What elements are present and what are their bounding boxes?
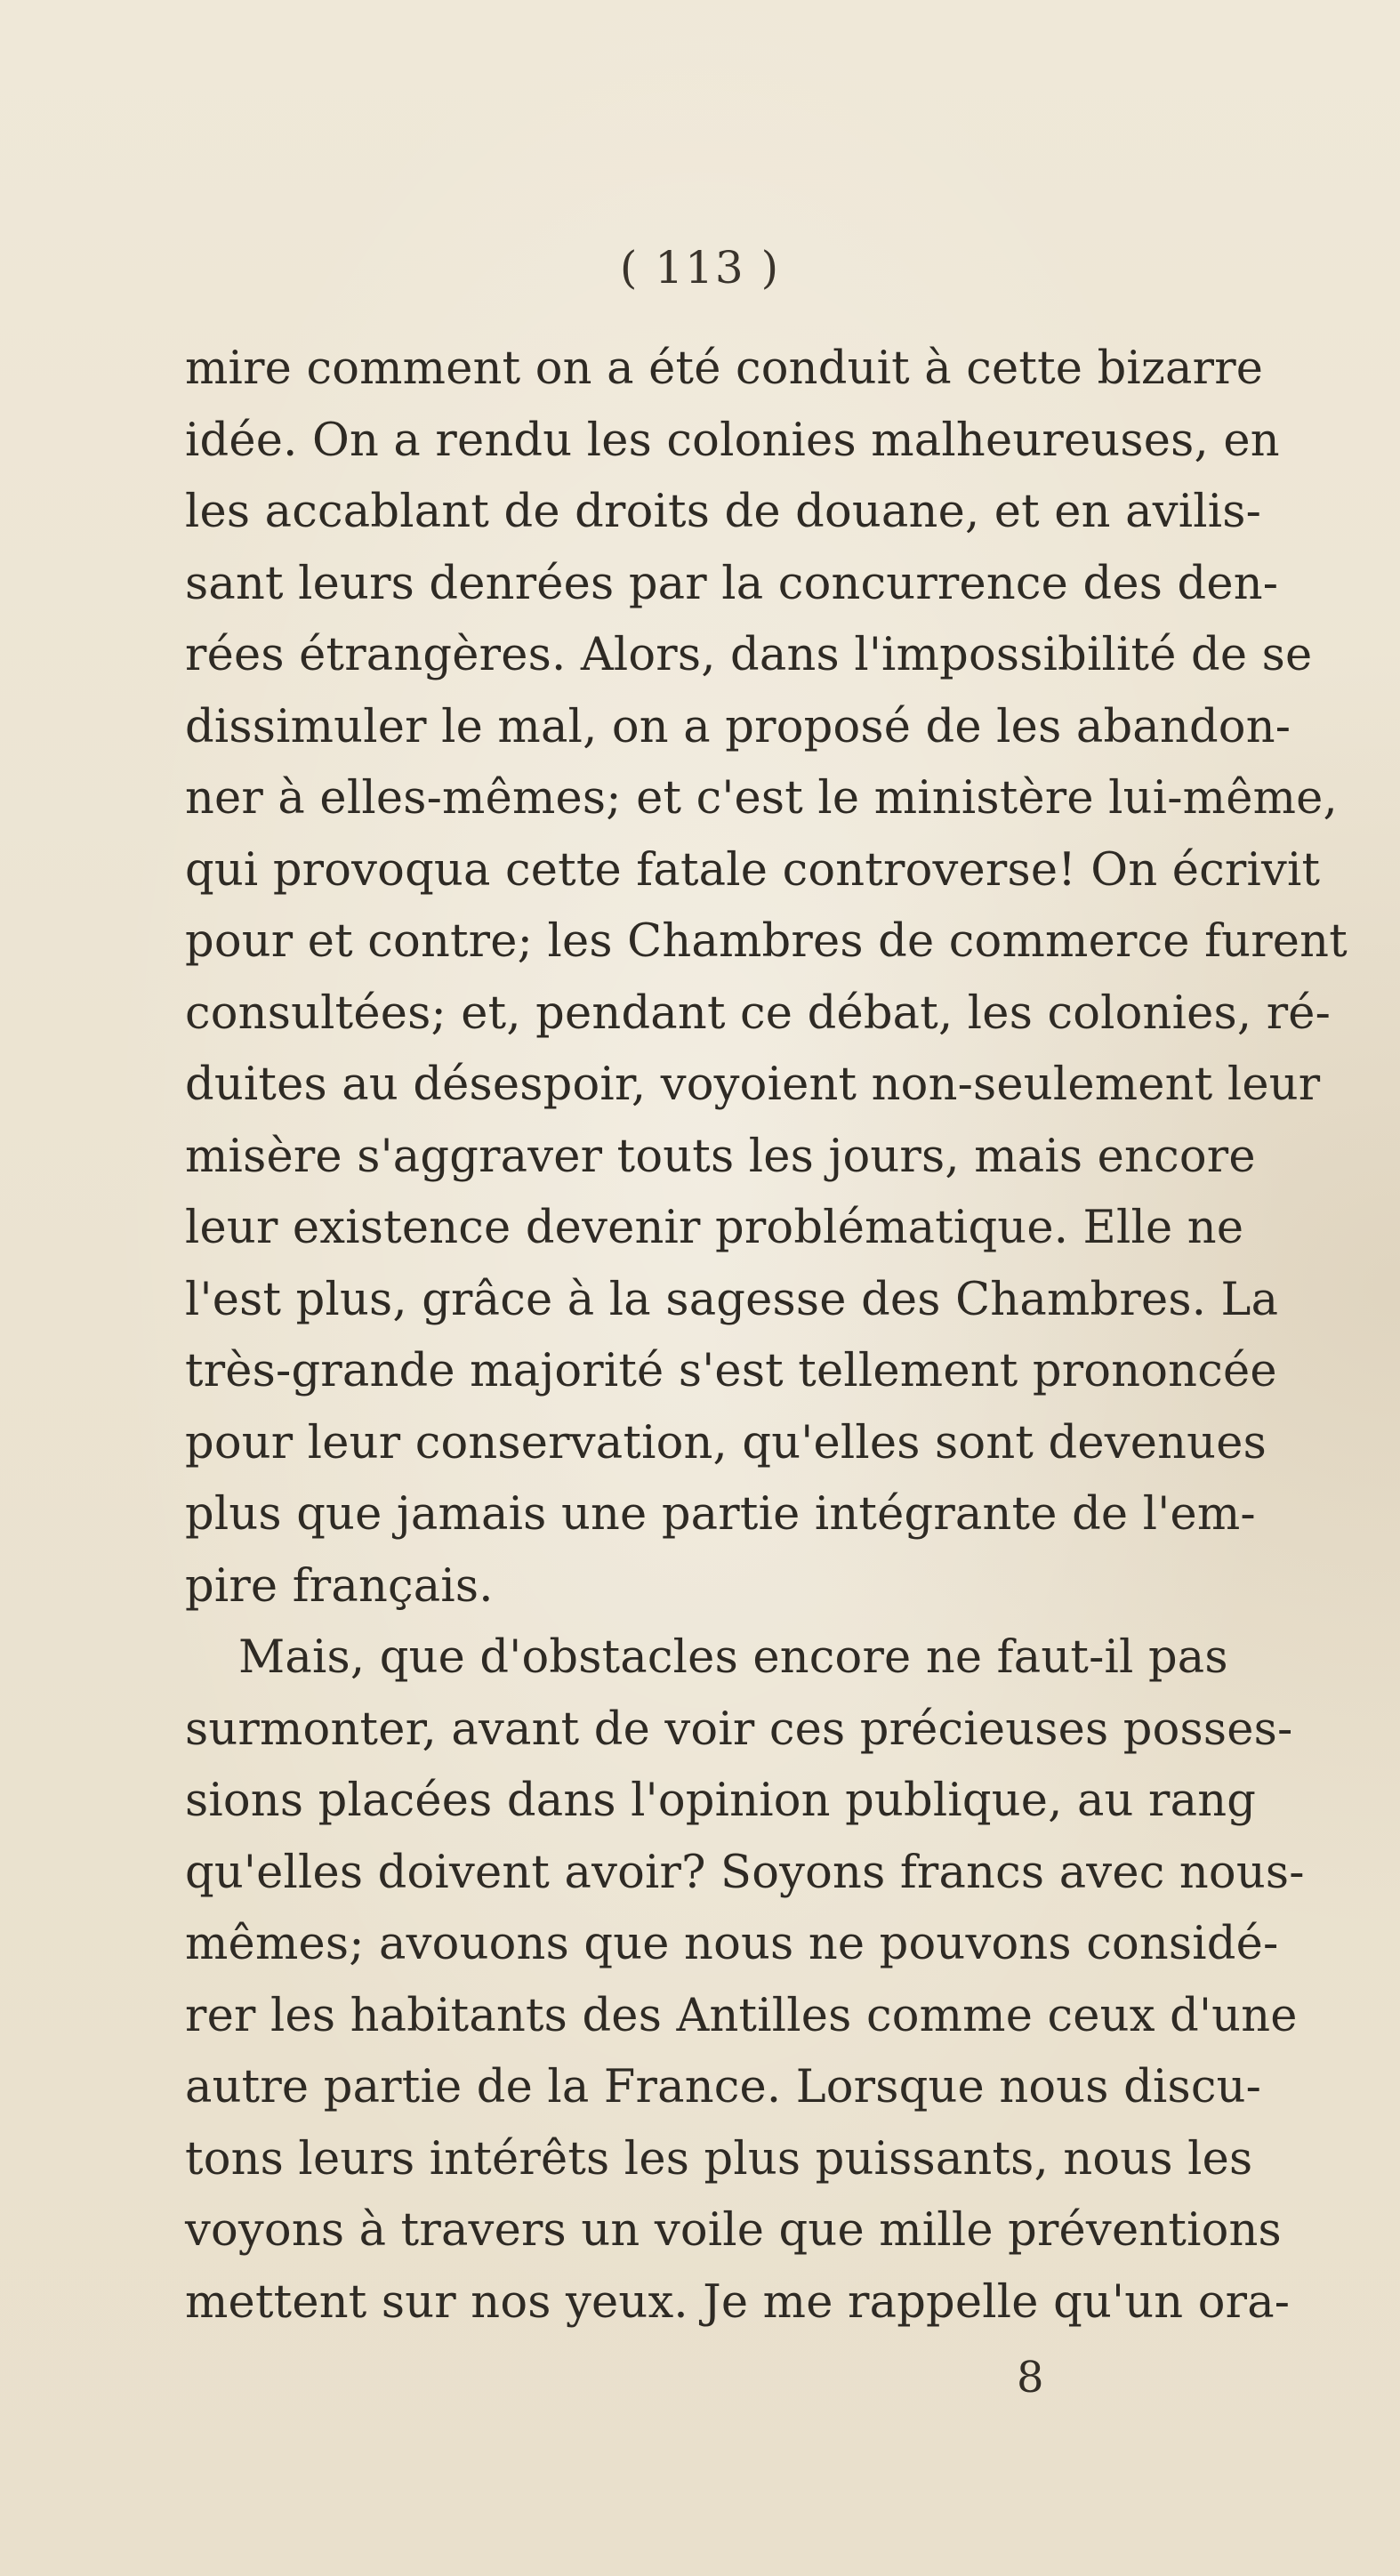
body-text [185,334,1348,2339]
text-line: autre partie de la France. Lorsque nous discu- [185,2061,1262,2113]
text-line: mire comment on a été conduit à cette bizarre [185,342,1264,395]
text-line: surmonter, avant de voir ces précieuses posses- [185,1703,1293,1756]
text-line: très-grande majorité s'est tellement prononcée [185,1345,1277,1397]
text-line: dissimuler le mal, on a proposé de les abandon- [185,700,1291,753]
text-line: les accablant de droits de douane, et en avilis- [185,486,1262,538]
text-line: voyons à travers un voile que mille préventions [185,2204,1282,2257]
text-line: rer les habitants des Antilles comme ceux d'une [185,1989,1298,2042]
text-line: sant leurs denrées par la concurrence des den- [185,557,1279,610]
text-line: pire français. [185,1559,494,1613]
text-line: duites au désespoir, voyoient non-seulement leur [185,1059,1321,1111]
text-line: tons leurs intérêts les plus puissants, nous les [185,2132,1253,2186]
text-line: misère s'aggraver touts les jours, mais encore [185,1130,1256,1183]
text-line: mettent sur nos yeux. Je me rappelle qu'un ora- [185,2275,1291,2329]
text-line: ner à elles-mêmes; et c'est le ministère lui-même, [185,772,1338,825]
text-line: l'est plus, grâce à la sagesse des Chambres. La [185,1273,1279,1326]
text-line: rées étrangères. Alors, dans l'impossibilité de se [185,629,1313,681]
text-line: leur existence devenir problématique. Elle ne [185,1202,1244,1254]
text-line: plus que jamais une partie intégrante de l'em- [185,1488,1256,1541]
text-line: consultées; et, pendant ce débat, les colonies, ré- [185,986,1332,1040]
signature-mark: 8 [1017,2353,1044,2403]
text-line: mêmes; avouons que nous ne pouvons considé- [185,1918,1279,1970]
page-number-header: ( 113 ) [619,242,781,294]
text-line: idée. On a rendu les colonies malheureuses, en [185,414,1280,467]
text-line: pour et contre; les Chambres de commerce furent [185,915,1348,968]
text-line: pour leur conservation, qu'elles sont devenues [185,1416,1267,1469]
text-line: sions placées dans l'opinion publique, au rang [185,1775,1257,1827]
text-line: qui provoqua cette fatale controverse! On écrivit [185,843,1321,897]
text-line: Mais, que d'obstacles encore ne faut-il pas [238,1631,1228,1684]
text-line: qu'elles doivent avoir? Soyons francs avec nous- [185,1846,1305,1899]
